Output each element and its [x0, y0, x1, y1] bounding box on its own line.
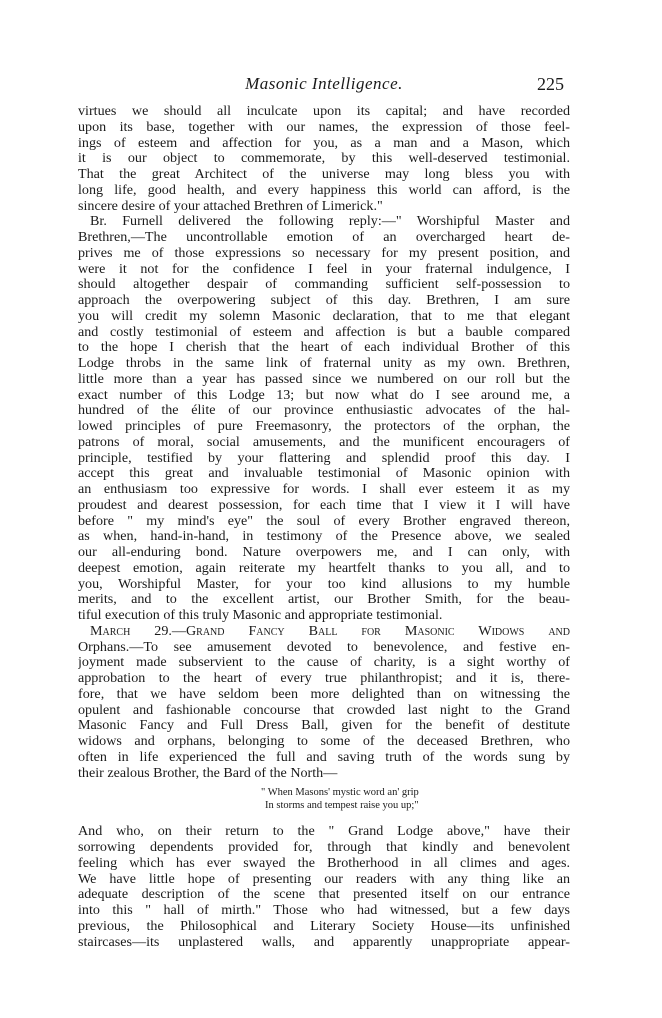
text-line: joyment made subservient to the cause of charity, is a sight worthy of — [78, 655, 570, 671]
section-heading-line: March 29.—Grand Fancy Ball for Masonic Widows and — [90, 623, 570, 639]
text-line: adequate description of the scene that presented itself on our entrance — [78, 887, 570, 903]
text-line: you, Worshipful Master, for your too kind allusions to my humble — [78, 576, 570, 592]
text-line: proudest and dearest possession, for each time that I view it I will have — [78, 497, 570, 513]
text-line: to the hope I cherish that the heart of each individual Brother of this — [78, 340, 570, 356]
text-line: opulent and fashionable concourse that crowded last night to the Grand — [78, 702, 570, 718]
text-line: exact number of this Lodge 13; but now what do I see around me, a — [78, 387, 570, 403]
text-line: prives me of those expressions so necessary for my present position, and — [78, 245, 570, 261]
verse-quote — [78, 786, 570, 812]
text-line: Orphans.—To see amusement devoted to benevolence, and festive en- — [78, 639, 570, 655]
text-line: deepest emotion, again reiterate my heartfelt thanks to you all, and to — [78, 560, 570, 576]
text-line: virtues we should all inculcate upon its capital; and have recorded — [78, 104, 570, 119]
page-header — [78, 74, 570, 104]
text-line: their zealous Brother, the Bard of the North— — [78, 765, 338, 781]
text-line: That the great Architect of the universe may long bless you with — [78, 167, 570, 182]
text-line: lowed principles of pure Freemasonry, the protectors of the orphan, the — [78, 419, 570, 434]
text-line: tiful execution of this truly Masonic and appropriate testimonial. — [78, 608, 443, 623]
body-text — [78, 104, 570, 781]
text-line: long life, good health, and every happiness this world can afford, is the — [78, 182, 570, 198]
text-line: should altogether despair of commanding sufficient self-possession to — [78, 277, 570, 293]
text-line: Lodge throbs in the same link of fraternal unity as my own. Brethren, — [78, 356, 570, 371]
text-line: upon its base, together with our names, the expression of those feel- — [78, 119, 570, 135]
text-line: And who, on their return to the " Grand Lodge above," have their — [78, 824, 570, 840]
text-line: accept this great and invaluable testimonial of Masonic opinion with — [78, 466, 570, 482]
text-line: approbation to the heart of every true philanthropist; and it is, there- — [78, 671, 570, 686]
running-title: Masonic Intelligence. — [245, 74, 403, 93]
text-line: our all-enduring bond. Nature overpowers me, and I can only, with — [78, 545, 570, 560]
text-line: feeling which has ever swayed the Brotherhood in all climes and ages. — [78, 855, 570, 871]
text-line: it is our object to commemorate, by this well-deserved testimonial. — [78, 151, 570, 167]
text-line: sorrowing dependents provided for, through that kindly and benevolent — [78, 840, 570, 855]
text-line: merits, and to the excellent artist, our Brother Smith, for the beau- — [78, 592, 570, 608]
text-line: principle, testified by your flattering and splendid proof this day. I — [78, 450, 570, 466]
text-line: into this " hall of mirth." Those who had witnessed, but a few days — [78, 903, 570, 918]
text-line: Masonic Fancy and Full Dress Ball, given for the benefit of destitute — [78, 718, 570, 734]
document-page — [78, 74, 570, 950]
text-line: widows and orphans, belonging to some of the deceased Brethren, who — [78, 734, 570, 749]
text-line: approach the overpowering subject of this day. Brethren, I am sure — [78, 293, 570, 308]
text-line: ings of esteem and affection for you, as a man and a Mason, which — [78, 135, 570, 151]
text-line: often in life experienced the full and saving truth of the words sung by — [78, 749, 570, 765]
text-line: sincere desire of your attached Brethren of Limerick." — [78, 198, 383, 214]
page-number: 225 — [537, 74, 564, 94]
text-line: previous, the Philosophical and Literary Society House—its unfinished — [78, 918, 570, 934]
text-line: little more than a year has passed since we numbered on our roll but the — [78, 371, 570, 387]
text-line: before " my mind's eye" the soul of every Brother engraved thereon, — [78, 513, 570, 529]
text-line: were it not for the confidence I feel in your fraternal indulgence, I — [78, 261, 570, 277]
verse-line: " When Masons' mystic word an' grip — [261, 787, 419, 799]
text-line: Br. Furnell delivered the following reply:—" Worshipful Master and — [90, 214, 570, 230]
text-line: Brethren,—The uncontrollable emotion of an overcharged heart de- — [78, 230, 570, 245]
text-line: fore, that we have seldom been more delighted than on witnessing the — [78, 686, 570, 702]
body-text-continued — [78, 824, 570, 950]
text-line: patrons of moral, social amusements, and the munificent encouragers of — [78, 434, 570, 450]
text-line: as when, hand-in-hand, in testimony of the Presence above, we sealed — [78, 529, 570, 545]
text-line: We have little hope of presenting our readers with any thing like an — [78, 871, 570, 887]
verse-line: In storms and tempest raise you up;" — [265, 800, 419, 812]
text-line: you will credit my solemn Masonic declaration, that to me that elegant — [78, 308, 570, 324]
text-line: and costly testimonial of esteem and affection is but a bauble compared — [78, 324, 570, 340]
text-line: staircases—its unplastered walls, and apparently unappropriate appear- — [78, 934, 570, 950]
text-line: hundred of the élite of our province enthusiastic advocates of the hal- — [78, 403, 570, 419]
text-line: an enthusiasm too expressive for words. I shall ever esteem it as my — [78, 482, 570, 497]
